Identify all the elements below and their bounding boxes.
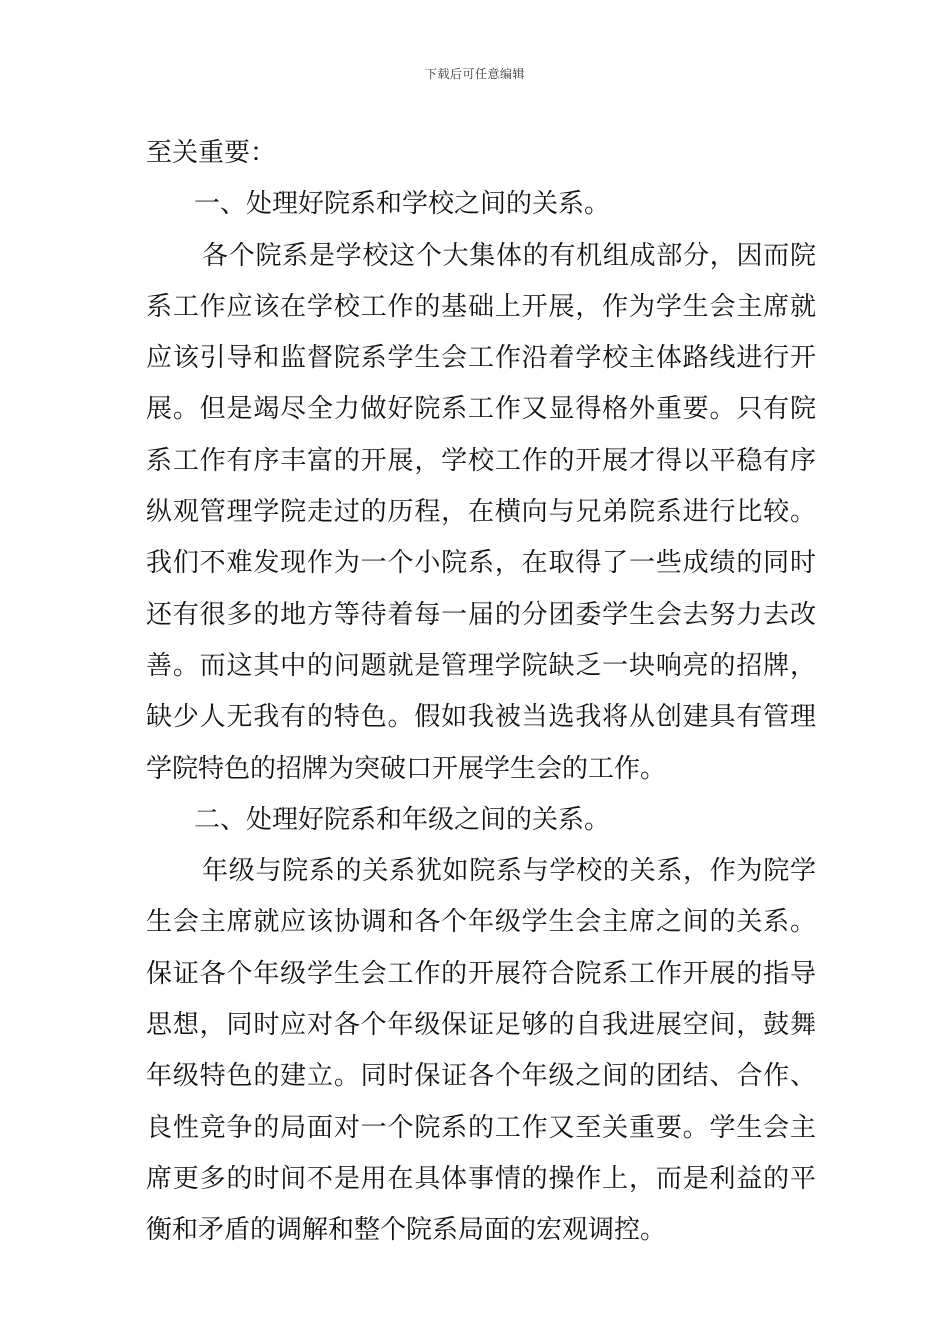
text-line: 纵观管理学院走过的历程，在横向与兄弟院系进行比较。 — [146, 497, 816, 528]
text-line: 思想，同时应对各个年级保证足够的自我进展空间，鼓舞 — [146, 1010, 816, 1041]
text-line: 至关重要： — [146, 138, 277, 168]
text-line: 系工作有序丰富的开展，学校工作的开展才得以平稳有序 — [146, 445, 816, 476]
text-line: 系工作应该在学校工作的基础上开展，作为学生会主席就 — [146, 291, 816, 322]
text-line: 良性竞争的局面对一个院系的工作又至关重要。学生会主 — [146, 1112, 816, 1143]
page-header: 下载后可任意编辑 — [424, 67, 525, 81]
text-line: 年级与院系的关系犹如院系与学校的关系，作为院学 — [202, 856, 816, 887]
text-line: 各个院系是学校这个大集体的有机组成部分，因而院 — [202, 240, 816, 271]
text-line: 席更多的时间不是用在具体事情的操作上，而是利益的平 — [146, 1163, 816, 1194]
text-line: 展。但是竭尽全力做好院系工作又显得格外重要。只有院 — [146, 394, 816, 425]
text-line: 缺少人无我有的特色。假如我被当选我将从创建具有管理 — [146, 702, 816, 733]
text-line: 善。而这其中的问题就是管理学院缺乏一块响亮的招牌， — [146, 650, 816, 681]
text-line: 还有很多的地方等待着每一届的分团委学生会去努力去改 — [146, 599, 816, 630]
text-line: 应该引导和监督院系学生会工作沿着学校主体路线进行开 — [146, 343, 816, 374]
text-line: 我们不难发现作为一个小院系，在取得了一些成绩的同时 — [146, 548, 816, 579]
text-line: 年级特色的建立。同时保证各个年级之间的团结、合作、 — [146, 1061, 816, 1092]
section-heading: 一、处理好院系和学校之间的关系。 — [194, 189, 611, 220]
document-body — [146, 128, 816, 1257]
text-line: 学院特色的招牌为突破口开展学生会的工作。 — [146, 753, 667, 784]
text-line: 保证各个年级学生会工作的开展符合院系工作开展的指导 — [146, 958, 816, 989]
text-line: 生会主席就应该协调和各个年级学生会主席之间的关系。 — [146, 907, 816, 938]
section-heading: 二、处理好院系和年级之间的关系。 — [194, 804, 611, 835]
text-line: 衡和矛盾的调解和整个院系局面的宏观调控。 — [146, 1215, 667, 1246]
